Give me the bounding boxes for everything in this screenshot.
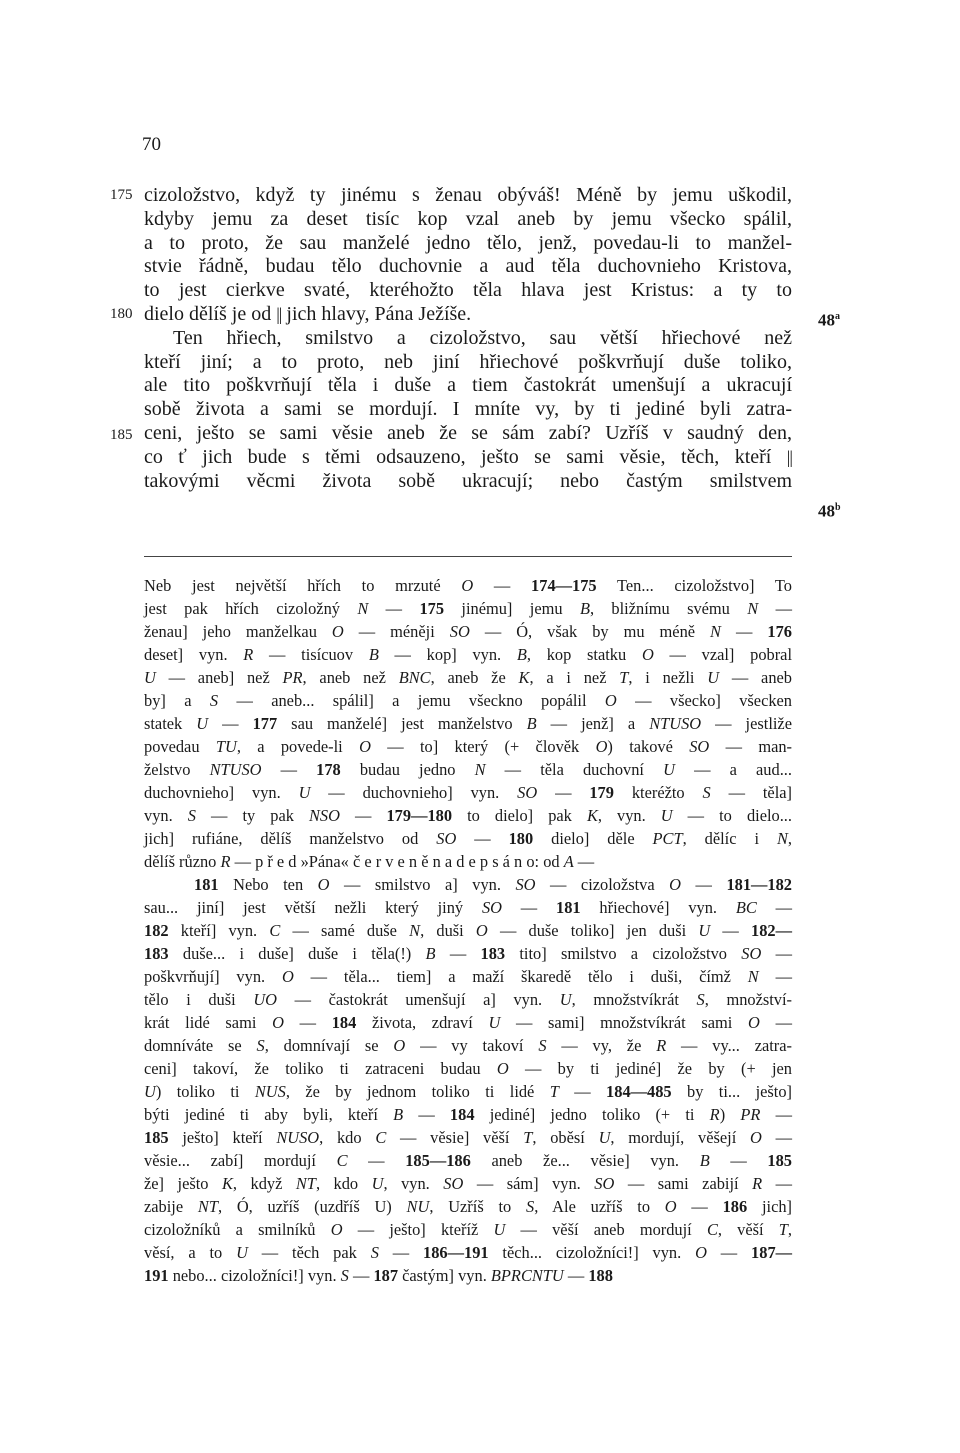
apparatus-line: 182 kteří] vyn. C — samé duše N, duši O — duše toliko] jen duši U — 182— [144, 921, 792, 940]
apparatus-line: poškvrňují] vyn. O — těla... tiem] a maží škaredě tělo i duši, čímž N — [144, 967, 792, 986]
text-line-1: 175 cizoložstvo, když ty jinému s ženau obýváš! Méně by jemu uškodil, [110, 184, 792, 206]
apparatus-line: že] ješto K, když NT, kdo U, vyn. SO — sám] vyn. SO — sami zabijí R — [144, 1174, 792, 1193]
apparatus-line: věsí, a to U — těch pak S — 186—191 těch... cizoložníci!] vyn. O — 187— [144, 1243, 793, 1262]
apparatus-line: dělíš různo R — p ř e d »Pána« č e r v e n ě n a d e p s á n o: od A — [144, 852, 595, 871]
column-break-mark: || [276, 303, 282, 324]
footnote-rule [144, 556, 792, 557]
text-line-2: kdyby jemu za deset tisíc kop vzal aneb by jemu všecko spálil, [144, 207, 792, 230]
apparatus-line: sau... jiní] jest větší nežli který jiný SO — 181 hřiechové] vyn. BC — [144, 898, 792, 917]
apparatus-line: povedau TU, a povede-li O — to] který (+ člověk O) takové SO — man- [144, 737, 792, 756]
line-number-185: 185 [110, 427, 133, 443]
text-line-6: 180 dielo dělíš je od || jich hlavy, Pána Ježíše. 48$^a$ [144, 303, 792, 327]
text-line-5: to jest cierkve svaté, kteréhožto těla hlava jest Kristus: a ty to [144, 279, 792, 302]
text-line-8: kteří jiní; a to proto, neb jiní hřiechové poškvrňují duše toliko, [144, 350, 792, 373]
text-line-7: Ten hřiech, smilstvo a cizoložstvo, sau větší hřiechové než [173, 326, 792, 349]
text-line-12: co ť jich bude s těmi odsauzeno, ješto se sami věsie, těch, kteří || 48$^b$ [144, 446, 792, 470]
critical-apparatus [144, 574, 792, 1287]
apparatus-line: deset] vyn. R — tisícuov B — kop] vyn. B, kop statku O — vzal] pobral [144, 645, 792, 664]
apparatus-line: by] a S — aneb... spálil] a jemu všeckno popálil O — všecko] všecken [144, 691, 793, 710]
apparatus-line: U — aneb] než PR, aneb než BNC, aneb že K, a i než T, i nežli U — aneb [144, 668, 792, 687]
apparatus-line: 191 nebo... cizoložníci!] vyn. S — 187 častým] vyn. BPRCNTU — 188 [144, 1266, 613, 1285]
apparatus-line: Neb jest největší hřích to mrzuté O — 174—175 Ten... cizoložstvo] To [144, 576, 792, 595]
apparatus-line: 183 duše... i duše] duše i těla(!) B — 183 tito] smilstvo a cizoložstvo SO — [144, 944, 792, 963]
apparatus-line: želstvo NTUSO — 178 budau jedno N — těla duchovní U — a aud... [144, 760, 792, 779]
apparatus-line: ženau] jeho manželkau O — méněji SO — Ó, však by mu méně N — 176 [144, 622, 792, 641]
text-line-9: ale tito poškvrňují těla i duše a tiem častokrát umenšují a ukracují [144, 374, 792, 397]
margin-ref-48a: 48$^a$ [818, 310, 840, 330]
margin-ref-48b: 48$^b$ [818, 501, 841, 521]
apparatus-line: vyn. S — ty pak NSO — 179—180 to dielo] pak K, vyn. U — to dielo... [144, 806, 793, 825]
text-line-10: sobě života a sami se mordují. I mníte vy, by ti jediné byli zatra- [144, 398, 792, 421]
text-line-13: takovými věcmi života sobě ukracují; nebo častým smilstvem [144, 469, 792, 492]
apparatus-line: 181 Nebo ten O — smilstvo a] vyn. SO — cizoložstva O — 181—182 [194, 875, 792, 894]
apparatus-line: jich] rufiáne, dělíš manželstvo od SO — 180 dielo] děle PCT, dělíc i N, [144, 829, 792, 848]
page-number: 70 [142, 134, 161, 155]
apparatus-line: věsie... zabí] mordují C — 185—186 aneb že... věsie] vyn. B — 185 [144, 1151, 792, 1170]
apparatus-line: tělo i duši UO — častokrát umenšují a] vyn. U, množstvíkrát S, množství- [144, 990, 793, 1009]
text-line-11: 185 ceni, ješto se sami věsie aneb že se sám zabí? Uzříš v saudný den, [144, 422, 792, 446]
apparatus-line: jest pak hřích cizoložný N — 175 jinému] jemu B, bližnímu svému N — [144, 599, 792, 618]
column-break-mark: || [786, 446, 792, 467]
apparatus-line: domníváte se S, domnívají se O — vy takoví S — vy, že R — vy... zatra- [144, 1036, 792, 1055]
apparatus-line: statek U — 177 sau manželé] jest manželstvo B — jenž] a NTUSO — jestliže [144, 714, 792, 733]
apparatus-line: 185 ješto] kteří NUSO, kdo C — věsie] věší T, oběsí U, mordují, věšejí O — [144, 1128, 792, 1147]
apparatus-line: U) toliko ti NUS, že by jednom toliko ti lidé T — 184—485 by ti... ješto] [144, 1082, 793, 1101]
line-number-180: 180 [110, 306, 133, 322]
apparatus-line: duchovnieho] vyn. U — duchovnieho] vyn. SO — 179 kteréžto S — těla] [144, 783, 792, 802]
apparatus-line: zabije NT, Ó, uzříš (uzdříš U) NU, Uzříš to S, Ale uzříš to O — 186 jich] [144, 1197, 792, 1216]
main-text [110, 184, 841, 521]
line-number-175: 175 [110, 187, 133, 203]
apparatus-line: býti jediné ti aby byli, kteří B — 184 jediné] jedno toliko (+ ti R) PR — [144, 1105, 792, 1124]
apparatus-line: ceni] takoví, že toliko ti zatraceni budau O — by ti jediné] že by (+ jen [144, 1059, 793, 1078]
text-line-4: stvie řádně, budau tělo duchovnie a aud těla duchovnieho Kristova, [144, 255, 792, 278]
apparatus-line: cizoložníků a smilníků O — ješto] kteříž U — věší aneb mordují C, věší T, [144, 1220, 793, 1239]
apparatus-line: krát lidé sami O — 184 života, zdraví U — sami] množstvíkrát sami O — [144, 1013, 792, 1032]
text-line-3: a to proto, že sau manželé jedno tělo, jenž, povedau-li to manžel- [144, 231, 792, 254]
